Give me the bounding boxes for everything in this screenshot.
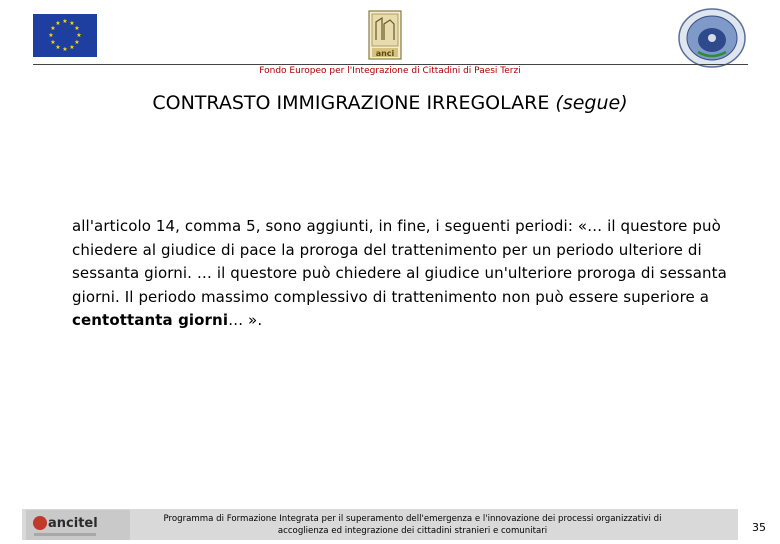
body-text-part2: … ».: [228, 311, 263, 330]
anci-logo: [368, 10, 402, 60]
body-text-bold: centottanta giorni: [72, 311, 229, 330]
footer-program-text: [135, 513, 690, 537]
svg-text:★: ★: [74, 39, 80, 46]
slide-body: [72, 215, 742, 333]
svg-text:★: ★: [55, 44, 61, 51]
svg-text:★: ★: [55, 20, 61, 27]
eu-flag-icon: [33, 14, 97, 57]
svg-text:★: ★: [69, 20, 75, 27]
ancitel-logo: [26, 510, 130, 540]
slide-title: [60, 92, 720, 114]
svg-text:★: ★: [69, 44, 75, 51]
header-divider: [33, 64, 748, 65]
ministry-seal-icon: [678, 8, 746, 68]
svg-text:★: ★: [50, 39, 56, 46]
svg-text:★: ★: [76, 32, 82, 39]
body-text-part1: all'articolo 14, comma 5, sono aggiunti, in fine, i seguenti periodi: «… il questore può chiedere al giudice di pace la proroga del trattenimento per un periodo ulteriore di sessanta giorni. … il questore può chiedere al giudice un'ulteriore proroga di sessanta giorni. Il periodo massimo complessivo di trattenimento non può essere superiore a: [72, 217, 727, 306]
slide-title-suffix: (segue): [555, 92, 628, 114]
fund-title: Fondo Europeo per l'Integrazione di Cittadini di Paesi Terzi: [259, 66, 521, 76]
page-number: 35: [752, 521, 766, 534]
svg-text:★: ★: [62, 18, 68, 25]
svg-text:★: ★: [50, 25, 56, 32]
footer-line-2: accoglienza ed integrazione dei cittadini stranieri e comunitari: [277, 526, 548, 536]
svg-text:★: ★: [62, 46, 68, 53]
svg-text:★: ★: [48, 32, 54, 39]
slide-title-main: CONTRASTO IMMIGRAZIONE IRREGOLARE: [152, 92, 550, 114]
footer-line-1: Programma di Formazione Integrata per il superamento dell'emergenza e l'innovazione dei processi organizzativi di: [163, 514, 662, 524]
svg-text:★: ★: [74, 25, 80, 32]
ancitel-logo-text: ancitel: [48, 516, 98, 531]
anci-logo-text: anci: [375, 49, 395, 58]
